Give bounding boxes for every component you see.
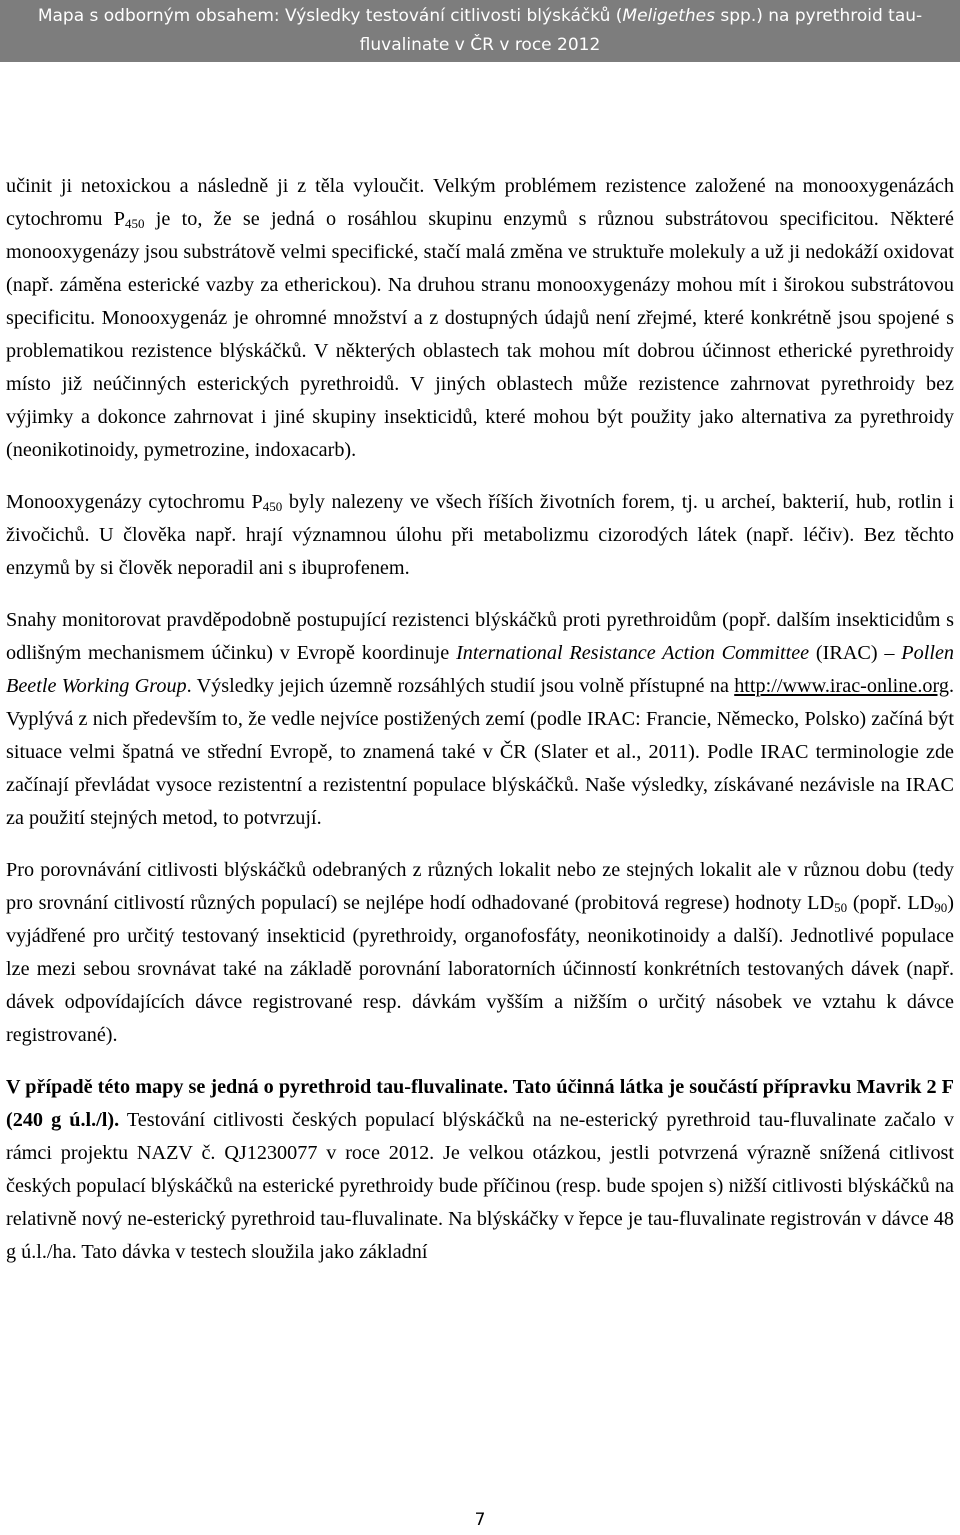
header-title-text-end: spp.) na pyrethroid tau- <box>715 6 923 26</box>
text-run: Snahy monitorovat pravděpodobně postupující rezistenci blýskáčků proti pyrethroidům (popř. dalším insekticidům s odlišným mechanismem účinku) v Evropě koordinuje <box>6 609 954 664</box>
text-run: (popř. LD <box>847 892 935 914</box>
bold-intro-statement: V případě této mapy se jedná o pyrethroid tau-fluvalinate. Tato účinná látka je součástí přípravku Mavrik 2 F (240 g ú.l./l). <box>6 1076 954 1131</box>
italic-committee-name: International Resistance Action Committee <box>456 642 810 664</box>
subscript: 90 <box>934 900 948 915</box>
paragraph-tau-fluvalinate <box>6 1071 954 1269</box>
subscript: 450 <box>124 216 145 231</box>
text-run: Testování citlivosti českých populací blýskáčků na ne-esterický pyrethroid tau-fluvalinate začalo v rámci projektu NAZV č. QJ1230077 v roce 2012. Je velkou otázkou, jestli potvrzená výrazně snížená citlivost českých populací blýskáčků na esterické pyrethroidy bude příčinou (resp. bude spojen s) nižší citlivosti blýskáčků na relativně nový ne-esterický pyrethroid tau-fluvalinate. Na blýskáčky v řepce je tau-fluvalinate registrován v dávce 48 g ú.l./ha. Tato dávka v testech sloužila jako základní <box>6 1109 955 1263</box>
page-header <box>0 0 960 62</box>
header-title-line-2: fluvalinate v ČR v roce 2012 <box>359 35 601 55</box>
text-run: (IRAC) – <box>809 642 902 664</box>
page-number: 7 <box>474 1510 486 1530</box>
paragraph-monooxygenase-specificity <box>6 170 954 467</box>
italic-working-group-name: Pollen Beetle Working Group <box>6 642 954 697</box>
text-run: byly nalezeny ve všech říších životních forem, tj. u archeí, bakterií, hub, rotlin i živočichů. U člověka např. hrají významnou úlohu při metabolizmu cizorodých látek (např. léčiv). Bez těchto enzymů by si člověk neporadil ani s ibuprofenem. <box>6 491 954 579</box>
text-run: učinit ji netoxickou a následně ji z těla vyloučit. Velkým problémem rezistence založené na monooxygenázách cytochromu P <box>6 175 954 230</box>
subscript: 50 <box>834 900 848 915</box>
paragraph-irac-monitoring <box>6 604 954 835</box>
subscript: 450 <box>262 499 283 514</box>
header-title-line-1 <box>0 2 960 31</box>
text-run: Monooxygenázy cytochromu P <box>6 491 263 513</box>
document-body <box>6 170 954 1288</box>
text-run: . Výsledky jejich územně rozsáhlých studií jsou volně přístupné na <box>186 675 735 697</box>
text-run: je to, že se jedná o rosáhlou skupinu enzymů s různou substrátovou specificitou. Některé monooxygenázy jsou substrátově velmi specifické, stačí malá změna ve struktuře molekuly a už ji nedokáží oxidovat (např. záměna esterické vazby za etherickou). Na druhou stranu monooxygenázy mohou mít i širokou substrátovou specificitu. Monooxygenáz je ohromné množství a z dostupných údajů není zřejmé, které konkrétně jsou spojené s problematikou rezistence blýskáčků. V některých oblastech tak mohou mít dobrou účinnost etherické pyrethroidy místo již neúčinných esterických pyrethroidů. V jiných oblastech může rezistence zahrnovat pyrethroidy bez výjimky a dokonce zahrnovat i jiné skupiny insekticidů, které mohou být použity jako alternativa za pyrethroidy (neonikotinoidy, pymetrozine, indoxacarb). <box>6 208 955 461</box>
paragraph-cytochrome-p450-occurrence <box>6 486 954 585</box>
header-genus-name: Meligethes <box>622 6 715 26</box>
text-run: Pro porovnávání citlivosti blýskáčků odebraných z různých lokalit nebo ze stejných lokalit ale v různou dobu (tedy pro srovnání citlivostí různých populací) se nejlépe hodí odhadované (probitová regrese) hodnoty LD <box>6 859 954 914</box>
text-run: ) vyjádřené pro určitý testovaný insekticid (pyrethroidy, organofosfáty, neonikotinoidy a další). Jednotlivé populace lze mezi sebou srovnávat také na základě porovnání laboratorních účinností konkrétních testovaných dávek (např. dávek odpovídajících dávce registrované resp. dávkám vyšším a nižším o určitý násobek ve vztahu k dávce registrované). <box>6 892 955 1046</box>
header-title-text: Mapa s odborným obsahem: Výsledky testování citlivosti blýskáčků ( <box>37 6 623 26</box>
irac-website-link[interactable]: http://www.irac-online.org <box>734 675 949 697</box>
paragraph-sensitivity-comparison <box>6 854 954 1052</box>
text-run: . Vyplývá z nich především to, že vedle nejvíce postižených zemí (podle IRAC: Francie, Německo, Polsko) začíná být situace velmi špatná ve střední Evropě, to znamená také v ČR (Slater et al., 2011). Podle IRAC terminologie zde začínají převládat vysoce rezistentní a rezistentní populace blýskáčků. Naše výsledky, získávané nezávisle na IRAC za použití stejných metod, to potvrzují. <box>6 675 954 829</box>
